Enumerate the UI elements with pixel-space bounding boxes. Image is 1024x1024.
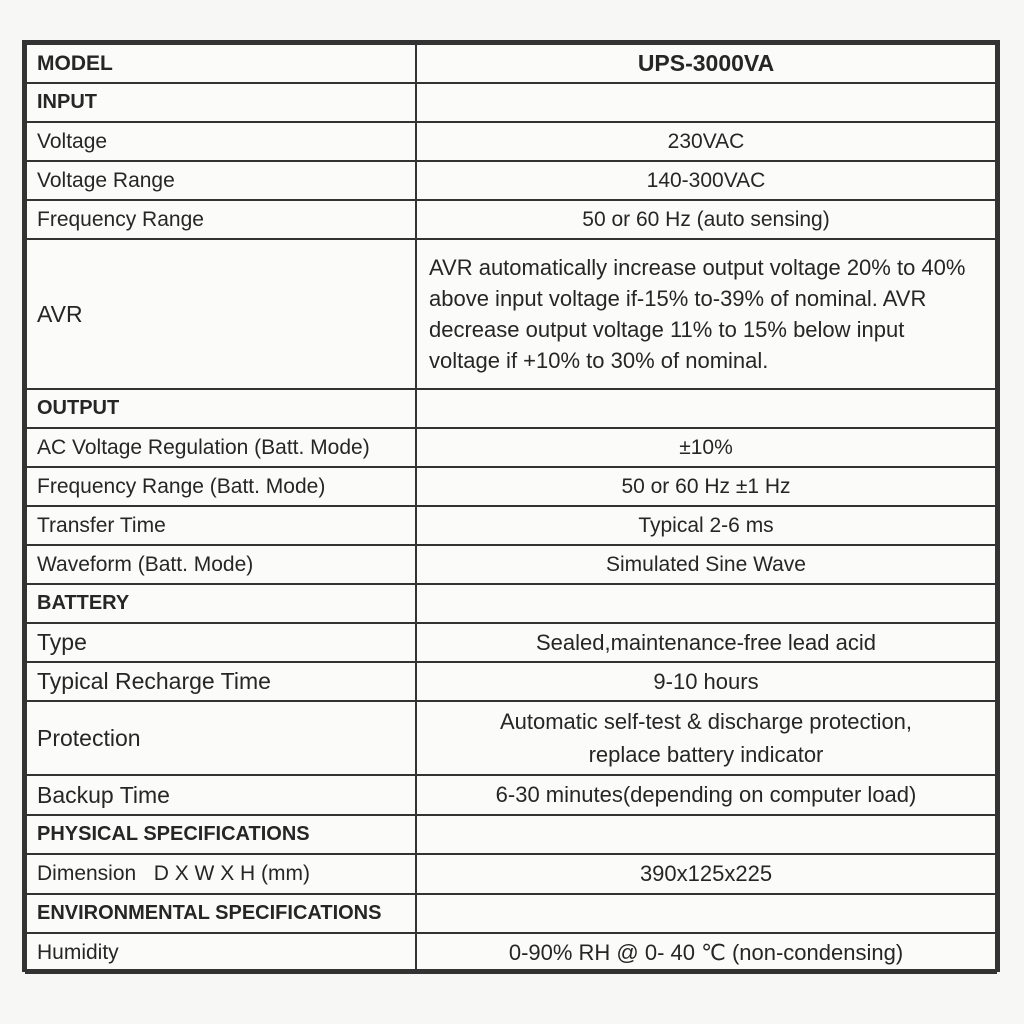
section-input — [26, 83, 996, 122]
row-recharge-time — [26, 662, 996, 701]
voltage-range-label: Voltage Range — [26, 161, 416, 200]
ac-regulation-value: ±10% — [416, 428, 996, 467]
input-heading: INPUT — [26, 83, 416, 122]
avr-description — [416, 239, 996, 389]
spec-sheet — [22, 40, 1000, 972]
row-dimension — [26, 854, 996, 894]
backup-time-value: 6-30 minutes(depending on computer load) — [416, 775, 996, 815]
physical-heading: PHYSICAL SPECIFICATIONS — [26, 815, 416, 854]
protection-line: replace battery indicator — [588, 742, 824, 767]
environmental-heading: ENVIRONMENTAL SPECIFICATIONS — [26, 894, 416, 933]
humidity-label: Humidity — [26, 933, 416, 973]
battery-type-value: Sealed,maintenance-free lead acid — [416, 623, 996, 662]
frequency-range-label: Frequency Range — [26, 200, 416, 239]
battery-type-label: Type — [26, 623, 416, 662]
row-protection — [26, 701, 996, 775]
voltage-range-value: 140-300VAC — [416, 161, 996, 200]
avr-line: above input voltage if-15% to-39% of nominal. AVR — [429, 286, 927, 311]
section-battery — [26, 584, 996, 623]
waveform-label: Waveform (Batt. Mode) — [26, 545, 416, 584]
dimension-value: 390x125x225 — [416, 854, 996, 894]
row-battery-type — [26, 623, 996, 662]
backup-time-label: Backup Time — [26, 775, 416, 815]
output-frequency-value: 50 or 60 Hz ±1 Hz — [416, 467, 996, 506]
row-avr — [26, 239, 996, 389]
ac-regulation-label: AC Voltage Regulation (Batt. Mode) — [26, 428, 416, 467]
dimension-label: Dimension D X W X H (mm) — [26, 854, 416, 894]
row-humidity — [26, 933, 996, 973]
voltage-value: 230VAC — [416, 122, 996, 161]
row-voltage-range — [26, 161, 996, 200]
row-model — [26, 44, 996, 83]
avr-line: decrease output voltage 11% to 15% below input — [429, 317, 905, 342]
row-transfer-time — [26, 506, 996, 545]
protection-label: Protection — [26, 701, 416, 775]
avr-line: voltage if +10% to 30% of nominal. — [429, 348, 769, 373]
spec-table — [25, 43, 997, 974]
row-waveform — [26, 545, 996, 584]
row-output-frequency — [26, 467, 996, 506]
battery-heading: BATTERY — [26, 584, 416, 623]
transfer-time-label: Transfer Time — [26, 506, 416, 545]
row-frequency-range — [26, 200, 996, 239]
model-label: MODEL — [26, 44, 416, 83]
section-physical — [26, 815, 996, 854]
row-ac-regulation — [26, 428, 996, 467]
section-output — [26, 389, 996, 428]
avr-label: AVR — [26, 239, 416, 389]
output-heading: OUTPUT — [26, 389, 416, 428]
row-backup-time — [26, 775, 996, 815]
protection-value — [416, 701, 996, 775]
humidity-value: 0-90% RH @ 0- 40 ℃ (non-condensing) — [416, 933, 996, 973]
row-voltage — [26, 122, 996, 161]
voltage-label: Voltage — [26, 122, 416, 161]
protection-line: Automatic self-test & discharge protection, — [499, 709, 913, 734]
frequency-range-value: 50 or 60 Hz (auto sensing) — [416, 200, 996, 239]
output-frequency-label: Frequency Range (Batt. Mode) — [26, 467, 416, 506]
waveform-value: Simulated Sine Wave — [416, 545, 996, 584]
transfer-time-value: Typical 2-6 ms — [416, 506, 996, 545]
avr-line: AVR automatically increase output voltage 20% to 40% — [429, 255, 966, 280]
model-value: UPS-3000VA — [416, 44, 996, 83]
recharge-time-label: Typical Recharge Time — [26, 662, 416, 701]
section-environmental — [26, 894, 996, 933]
recharge-time-value: 9-10 hours — [416, 662, 996, 701]
